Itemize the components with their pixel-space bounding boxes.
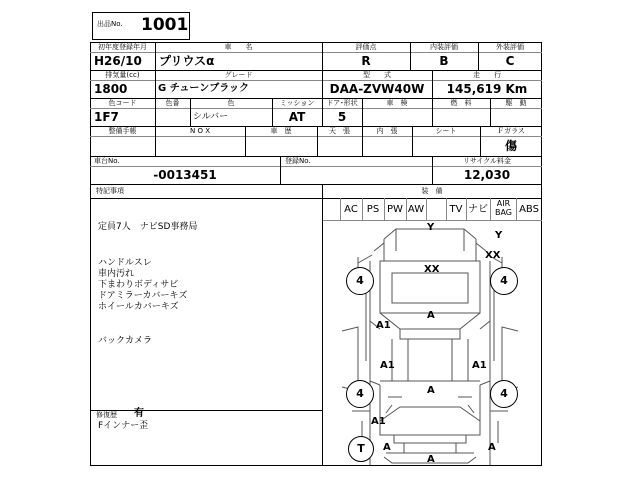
exterior-score-label: 外装評価	[496, 43, 524, 51]
color-code-label: 色コード	[108, 99, 137, 107]
doors-label: ドア･形状	[326, 99, 358, 107]
damage-mark: A	[383, 442, 391, 453]
drive-label: 駆 動	[505, 99, 527, 107]
inspection-label: 車 検	[386, 99, 408, 107]
tire-front-right: 4	[490, 267, 518, 295]
damage-mark-circled: T	[348, 436, 374, 462]
fuel-label: 燃 料	[450, 99, 472, 107]
model-code-label: 型 式	[363, 71, 391, 79]
displacement-value: 1800	[94, 82, 128, 96]
model-code-value: DAA-ZVW40W	[329, 82, 425, 96]
damage-mark: A	[427, 454, 435, 465]
car-name-value: プリウスα	[159, 54, 215, 68]
tire-rear-right: 4	[490, 380, 518, 408]
equipment-item: AW	[407, 204, 425, 215]
chassis-no-value: -0013451	[153, 168, 217, 182]
score-label: 評価点	[355, 43, 377, 51]
interior-score-label: 内装評価	[430, 43, 458, 51]
remarks-note: 車内汚れ	[98, 269, 135, 279]
damage-mark: A1	[472, 360, 487, 371]
mileage-value: 145,619 Km	[446, 82, 528, 96]
color-no-label: 色番	[165, 99, 180, 107]
remarks-camera: バックカメラ	[98, 336, 153, 346]
equipment-item: PS	[366, 204, 380, 215]
repair-history-label: 修復歴	[96, 411, 117, 419]
damage-mark: A	[488, 442, 496, 453]
remarks-note: ホイールカバーキズ	[98, 302, 179, 312]
color-value: シルバー	[193, 112, 229, 122]
damage-mark: Y	[495, 230, 503, 241]
transmission-value: AT	[288, 110, 306, 124]
exterior-score-value: C	[505, 54, 515, 68]
recycle-fee-value: 12,030	[463, 168, 511, 182]
reg-year-value: H26/10	[94, 54, 142, 68]
damage-mark: A	[427, 385, 435, 396]
front-glass-value: 傷	[504, 139, 517, 153]
nox-label: N O X	[190, 127, 210, 135]
lot-number-label: 出品No.	[97, 20, 123, 28]
front-glass-label: Ｆガラス	[497, 127, 525, 135]
equipment-item: ナビ	[468, 204, 488, 215]
grade-value: G チューンブラック	[158, 83, 249, 94]
color-label: 色	[227, 99, 235, 107]
damage-mark: XX	[485, 250, 501, 261]
equipment-item: AIR BAG	[494, 199, 513, 217]
car-diagram	[322, 221, 542, 465]
reg-year-label: 初年度登録年月	[98, 43, 147, 51]
service-book-label: 整備手帳	[108, 127, 137, 135]
remarks-note: ハンドルスレ	[98, 258, 152, 268]
interior-score-value: B	[439, 54, 449, 68]
doors-value: 5	[337, 110, 347, 124]
remarks-note: ドアミラーカバーキズ	[98, 291, 188, 301]
grade-label: グレード	[224, 71, 253, 79]
equipment-item: ABS	[519, 204, 539, 215]
history-label: 車 歴	[270, 127, 292, 135]
seat-label: シート	[435, 127, 457, 135]
damage-mark: A1	[376, 320, 391, 331]
car-name-label: 車 名	[224, 43, 253, 51]
damage-mark: XX	[424, 264, 440, 275]
damage-mark: A1	[371, 416, 386, 427]
remarks-note: 下まわりボディサビ	[98, 280, 179, 290]
sunroof-label: 天 張	[329, 127, 350, 135]
transmission-label: ミッション	[279, 99, 315, 107]
damage-mark: A1	[380, 360, 395, 371]
interior-trim-label: 内 張	[376, 127, 398, 135]
equipment-item: AC	[344, 204, 358, 215]
equipment-label: 装 備	[421, 187, 443, 195]
score-value: R	[361, 54, 371, 68]
remarks-label: 特記事項	[96, 187, 124, 195]
tire-rear-left: 4	[346, 380, 374, 408]
damage-mark: A	[427, 310, 435, 321]
repair-note: Fインナー歪	[98, 421, 149, 431]
tire-front-left: 4	[346, 267, 374, 295]
mileage-label: 走 行	[473, 71, 501, 79]
remarks-line1: 定員7人 ナビSD事務局	[98, 222, 198, 232]
reg-no-label: 登録No.	[285, 157, 311, 165]
recycle-fee-label: リサイクル料金	[462, 157, 512, 165]
damage-mark: Y	[427, 222, 435, 233]
equipment-item: PW	[387, 204, 403, 215]
displacement-label: 排気量(cc)	[105, 71, 140, 79]
lot-number-box	[92, 12, 190, 40]
repair-history-value: 有	[134, 408, 144, 419]
color-code-value: 1F7	[94, 110, 119, 124]
equipment-item: TV	[449, 204, 463, 215]
chassis-no-label: 車台No.	[94, 157, 120, 165]
lot-number: 1001	[141, 15, 189, 35]
